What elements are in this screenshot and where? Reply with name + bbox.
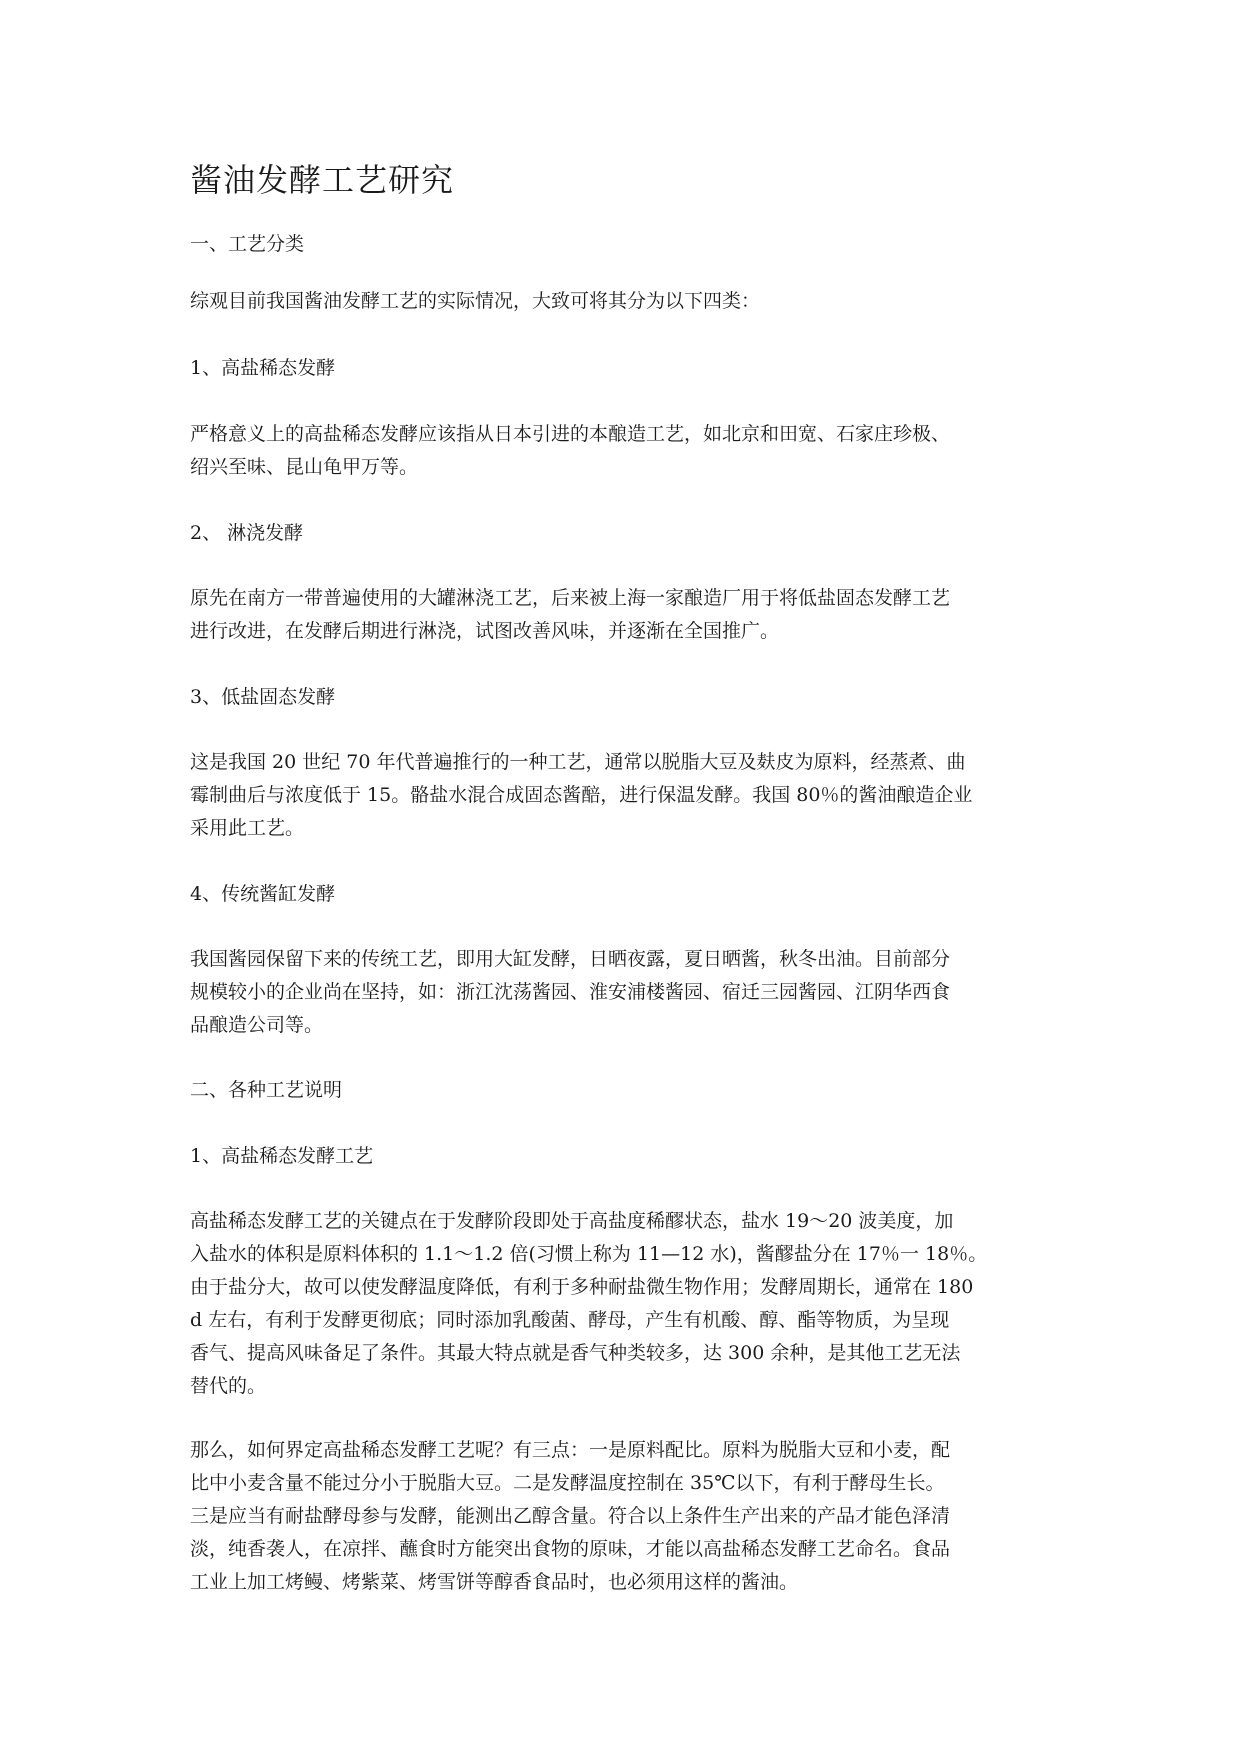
text-line: 综观目前我国酱油发酵工艺的实际情况，大致可将其分为以下四类：	[190, 290, 761, 312]
text-line: 由于盐分大，故可以使发酵温度降低，有利于多种耐盐微生物作用；发酵周期长，通常在 180	[190, 1276, 974, 1298]
text-line: 二、各种工艺说明	[190, 1079, 343, 1101]
text-line: 工业上加工烤鳗、烤紫菜、烤雪饼等醇香食品时，也必须用这样的酱油。	[190, 1571, 799, 1593]
text-line: 1、高盐稀态发酵	[190, 357, 336, 379]
paragraph-defining-criteria	[190, 1434, 1060, 1599]
text-line: 进行改进，在发酵后期进行淋浇，试图改善风味，并逐渐在全国推广。	[190, 620, 780, 642]
document-title: 酱油发酵工艺研究	[190, 161, 455, 199]
text-line: 香气、提高风味备足了条件。其最大特点就是香气种类较多，达 300 余种，是其他工艺无法	[190, 1342, 961, 1364]
paragraph-high-salt-dilute	[190, 418, 1060, 484]
text-line: 严格意义上的高盐稀态发酵应该指从日本引进的本酿造工艺，如北京和田宽、石家庄珍极、	[190, 423, 951, 445]
text-line: 替代的。	[190, 1375, 267, 1397]
text-line: 规模较小的企业尚在坚持，如：浙江沈荡酱园、淮安浦楼酱园、宿迁三园酱园、江阴华西食	[190, 981, 951, 1003]
paragraph-low-salt-solid	[190, 746, 1060, 845]
paragraph-overview	[190, 285, 1060, 318]
paragraph-pouring-fermentation	[190, 582, 1060, 648]
text-line: 那么，如何界定高盐稀态发酵工艺呢？有三点：一是原料配比。原料为脱脂大豆和小麦，配	[190, 1439, 951, 1461]
text-line: 我国酱园保留下来的传统工艺，即用大缸发酵，日晒夜露，夏日晒酱，秋冬出油。目前部分	[190, 948, 951, 970]
text-line: 淡，纯香袭人，在凉拌、蘸食时方能突出食物的原味，才能以高盐稀态发酵工艺命名。食品	[190, 1538, 951, 1560]
text-line: 绍兴至味、昆山龟甲万等。	[190, 456, 419, 478]
text-line: 一、工艺分类	[190, 233, 305, 255]
text-line: 采用此工艺。	[190, 817, 305, 839]
paragraph-traditional-vat	[190, 943, 1060, 1042]
text-line: d 左右，有利于发酵更彻底；同时添加乳酸菌、酵母，产生有机酸、醇、酯等物质，为呈现	[190, 1309, 950, 1331]
text-line: 1、高盐稀态发酵工艺	[190, 1145, 374, 1167]
section-heading-process-description	[190, 1074, 1060, 1107]
subheading-pouring-fermentation	[190, 517, 1060, 550]
paragraph-high-salt-dilute-process	[190, 1205, 1060, 1403]
subheading-traditional-vat	[190, 878, 1060, 911]
subheading-low-salt-solid	[190, 681, 1060, 714]
text-line: 比中小麦含量不能过分小于脱脂大豆。二是发酵温度控制在 35℃以下，有利于酵母生长。	[190, 1472, 945, 1494]
text-line: 原先在南方一带普遍使用的大罐淋浇工艺，后来被上海一家酿造厂用于将低盐固态发酵工艺	[190, 587, 951, 609]
subheading-high-salt-dilute	[190, 352, 1060, 385]
text-line: 2、 淋浇发酵	[190, 522, 304, 544]
text-line: 品酿造公司等。	[190, 1014, 324, 1036]
text-line: 三是应当有耐盐酵母参与发酵，能测出乙醇含量。符合以上条件生产出来的产品才能色泽清	[190, 1505, 951, 1527]
text-line: 入盐水的体积是原料体积的 1.1～1.2 倍(习惯上称为 11—12 水)，酱醪盐分在 17％一 18％。	[190, 1243, 988, 1265]
section-heading-process-classification	[190, 228, 1060, 261]
text-line: 这是我国 20 世纪 70 年代普遍推行的一种工艺，通常以脱脂大豆及麸皮为原料，经蒸煮、曲	[190, 751, 966, 773]
text-line: 高盐稀态发酵工艺的关键点在于发酵阶段即处于高盐度稀醪状态，盐水 19～20 波美度，加	[190, 1210, 954, 1232]
text-line: 霉制曲后与浓度低于 15。骼盐水混合成固态酱醅，进行保温发酵。我国 80％的酱油酿造企业	[190, 784, 973, 806]
text-line: 3、低盐固态发酵	[190, 686, 336, 708]
subheading-high-salt-dilute-process	[190, 1140, 1060, 1173]
text-line: 4、传统酱缸发酵	[190, 883, 336, 905]
